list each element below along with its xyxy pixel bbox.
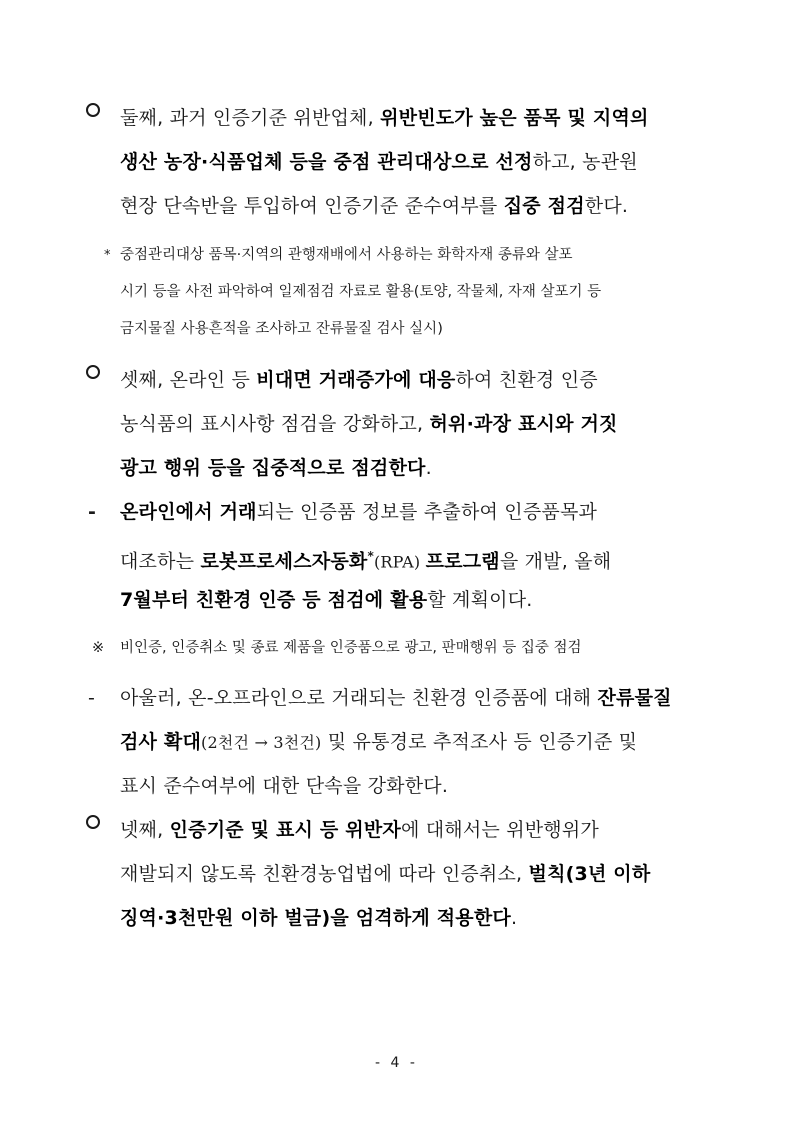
circle-bullet-icon [86,815,100,829]
paragraph-line: 넷째, 인증기준 및 표시 등 위반자에 대해서는 위반행위가 [80,808,720,852]
paragraph-line: - 아울러, 온-오프라인으로 거래되는 친환경 인증품에 대해 잔류물질 [80,676,720,720]
paragraph-line: 현장 단속반을 투입하여 인증기준 준수여부를 집중 점검한다. [120,195,629,217]
footnote-line: 금지물질 사용흔적을 조사하고 잔류물질 검사 실시) [120,321,443,337]
reference-mark-icon: ※ [92,640,105,656]
paragraph-line: 재발되지 않도록 친환경농업법에 따라 인증취소, 벌칙(3년 이하 [120,863,651,885]
paragraph-line: 농식품의 표시사항 점검을 강화하고, 허위·과장 표시와 거짓 [120,413,618,435]
dash-marker: - [88,687,96,709]
paragraph-fourth [80,808,720,940]
footnote-focus-management [80,237,720,348]
subparagraph-online-rpa [80,490,720,622]
paragraph-line: 7월부터 친환경 인증 등 점검에 활용할 계획이다. [120,589,533,611]
paragraph-line: 징역·3천만원 이하 벌금)을 엄격하게 적용한다. [120,907,518,929]
paragraph-line: 셋째, 온라인 등 비대면 거래증가에 대응하여 친환경 인증 [80,358,720,402]
footnote-line: * 중점관리대상 품목·지역의 관행재배에서 사용하는 화학자재 종류와 살포 [80,237,720,274]
paragraph-line: 표시 준수여부에 대한 단속을 강화한다. [120,775,449,797]
reference-note [80,636,720,660]
dash-marker: - [88,501,97,523]
asterisk-marker: * [104,248,111,263]
paragraph-second [80,96,720,228]
paragraph-line: 대조하는 로봇프로세스자동화*(RPA) 프로그램을 개발, 올해 [120,549,612,573]
paragraph-third [80,358,720,490]
paragraph-line: 광고 행위 등을 집중적으로 점검한다. [120,457,432,479]
paragraph-line: 검사 확대(2천건 → 3천건) 및 유통경로 추적조사 등 인증기준 및 [120,731,638,753]
paragraph-line: 생산 농장·식품업체 등을 중점 관리대상으로 선정하고, 농관원 [120,151,638,173]
circle-bullet-icon [86,103,100,117]
page-number: - 4 - [375,1055,418,1071]
circle-bullet-icon [86,365,100,379]
footnote-line: 시기 등을 사전 파악하여 일제점검 자료로 활용(토양, 작물체, 자재 살포기 등 [120,284,602,300]
subparagraph-residue-check [80,676,720,808]
reference-line: ※ 비인증, 인증취소 및 종료 제품을 인증품으로 광고, 판매행위 등 집중 점검 [80,636,720,660]
paragraph-line: - 온라인에서 거래되는 인증품 정보를 추출하여 인증품목과 [80,490,720,534]
paragraph-line: 둘째, 과거 인증기준 위반업체, 위반빈도가 높은 품목 및 지역의 [80,96,720,140]
